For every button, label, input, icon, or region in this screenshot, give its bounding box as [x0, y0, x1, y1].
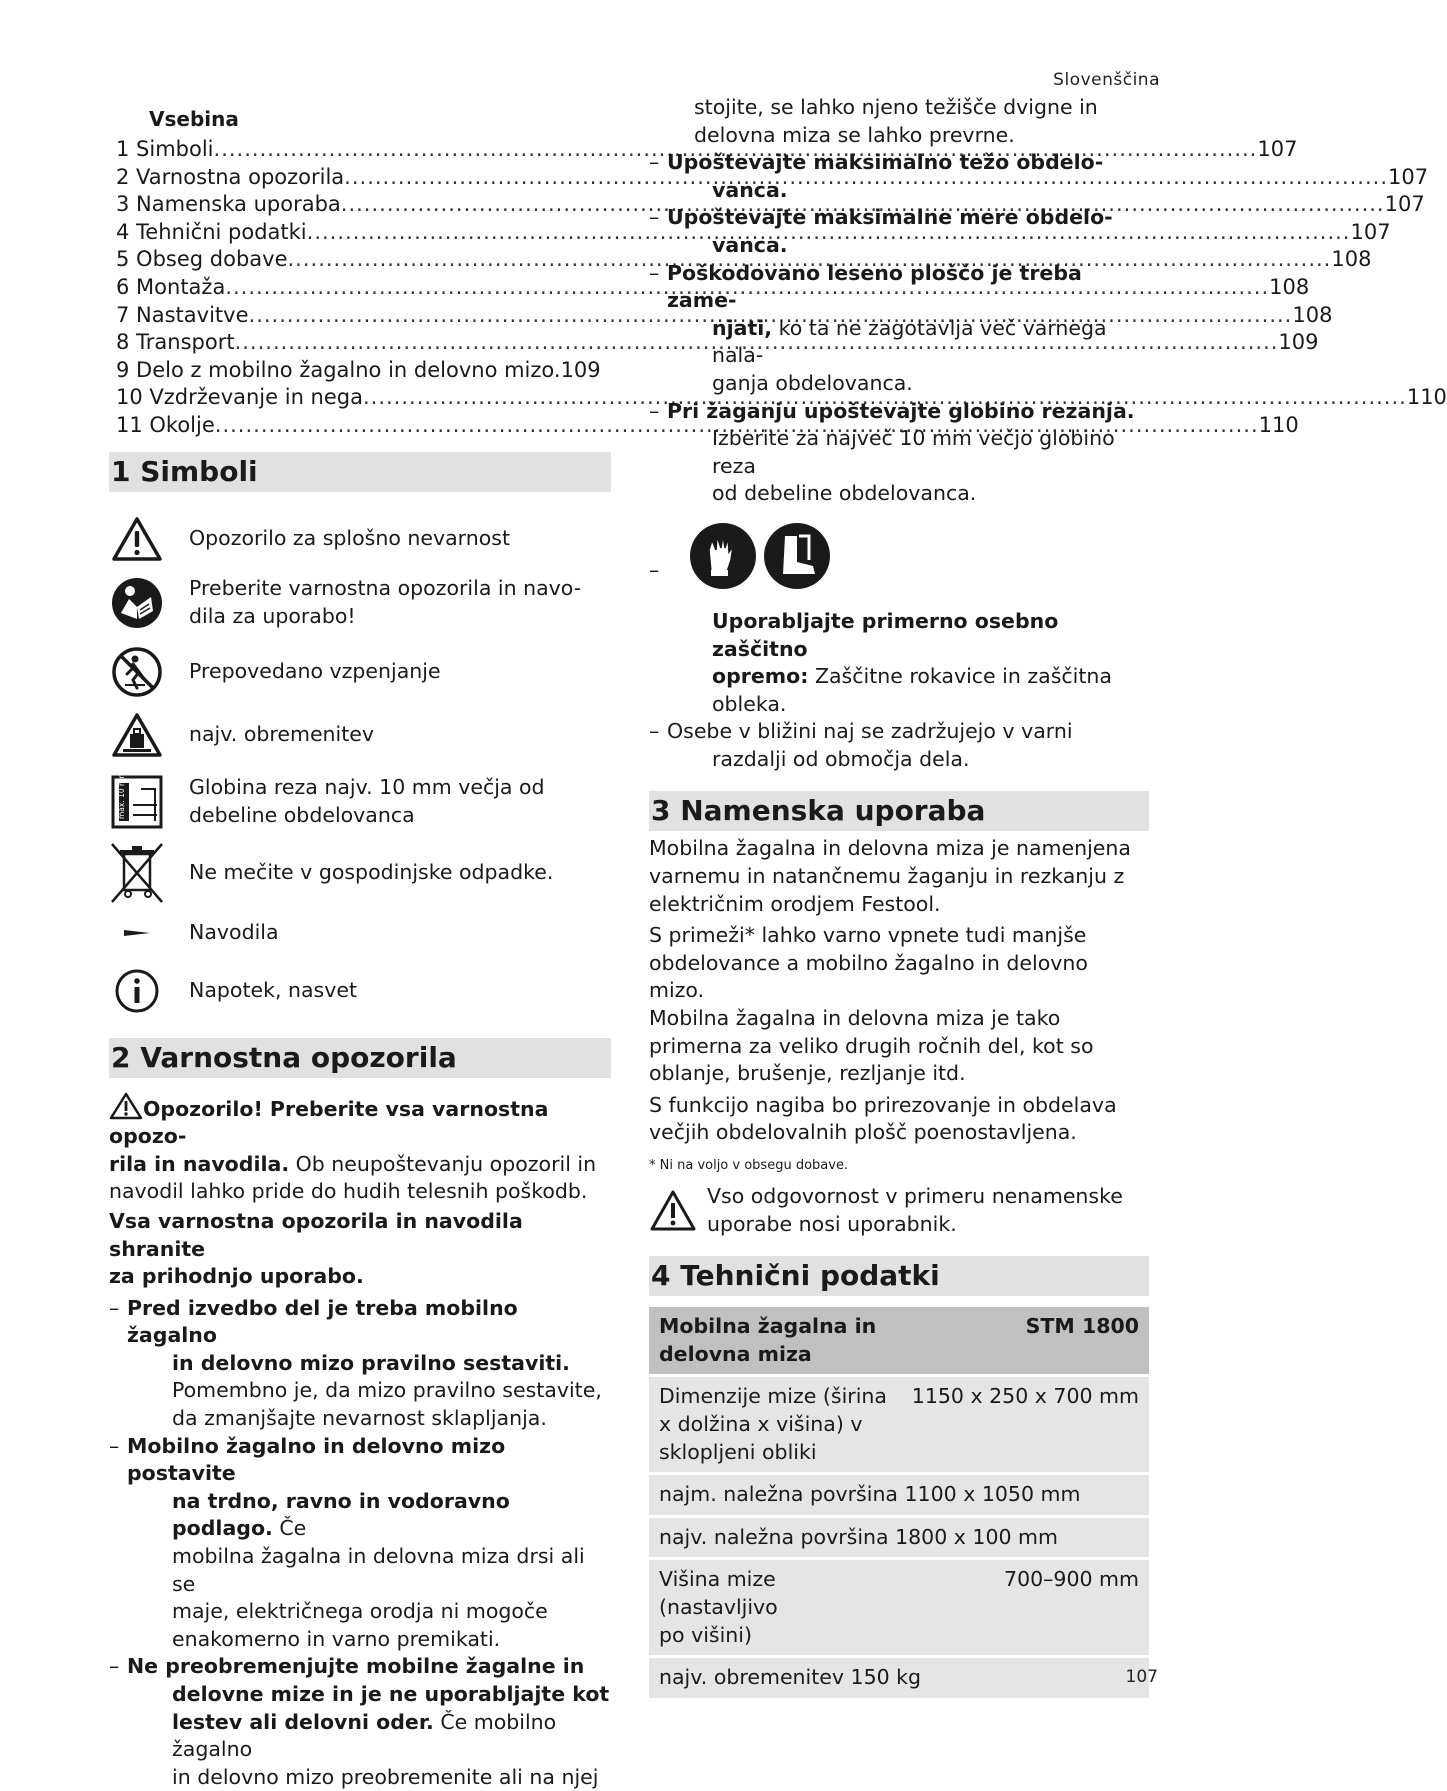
misuse-warning: Vso odgovornost v primeru nenamenske uporabe nosi uporabnik.: [649, 1183, 1149, 1238]
toc-title: Vsebina: [149, 107, 239, 131]
symbol-row: Opozorilo za splošno nevarnost: [109, 510, 611, 568]
intended-use-paragraph: S funkcijo nagiba bo prirezovanje in obdelava večjih obdelovalnih plošč poenostavljena.: [649, 1092, 1117, 1145]
safety-item-depth: – Pri žaganju upoštevajte globino rezanja. Izberite za največ 10 mm večjo globino reza od debeline obdelovanca.: [649, 398, 1135, 506]
symbol-text: Preberite varnostna opozorila in navo- dila za uporabo!: [189, 576, 582, 628]
symbol-row: Navodila: [109, 906, 611, 960]
table-header-row: Mobilna žagalna in delovna miza STM 1800: [649, 1307, 1149, 1374]
protective-boots-icon: [763, 522, 831, 590]
tech-data-table: [649, 1304, 1149, 1701]
no-climbing-icon: [109, 644, 165, 700]
toc-item[interactable]: 10 Vzdrževanje in nega ..... 110: [116, 384, 598, 412]
symbol-row: Napotek, nasvet: [109, 964, 611, 1018]
ppe-icons-row: –: [649, 514, 1149, 608]
section-heading-intended-use: 3 Namenska uporaba: [649, 791, 1149, 831]
max-load-icon: [109, 707, 165, 763]
intended-use-paragraph: Mobilna žagalna in delovna miza je namenjena varnemu in natančnemu žaganju in rezkanju z električnim orodjem Festool.: [649, 836, 1131, 916]
table-row: najm. naležna površina 1100 x 1050 mm: [649, 1475, 1149, 1515]
protective-gloves-icon: [689, 522, 757, 590]
safety-warning-paragraph: Opozorilo! Preberite vsa varnostna opozo- rila in navodila. Ob neupoštevanju opozoril in navodil lahko pride do hudih telesnih poškodb.: [109, 1092, 611, 1206]
safety-item-surface: – Mobilno žagalno in delovno mizo postavite na trdno, ravno in vodoravno podlago. Če mobilna žagalna in delovna miza drsi ali se maje, električnega orodja ni mogoče enakomerno in varno premikati.: [109, 1433, 585, 1651]
safety-item-overload: – Ne preobremenjujte mobilne žagalne in delovne mize in je ne uporabljajte kot lestev ali delovni oder. Če mobilno žagalno in delovno mizo preobremenite ali na njej: [109, 1654, 610, 1789]
section-heading-safety: 2 Varnostna opozorila: [109, 1038, 611, 1078]
toc-item[interactable]: 6 Montaža ..... 108: [116, 274, 598, 302]
symbol-row: [109, 770, 611, 834]
table-row: najv. obremenitev 150 kg: [649, 1658, 1149, 1698]
svg-text:max. 10 mm: max. 10 mm: [117, 770, 126, 819]
table-row: Dimenzije mize (širina x dolžina x višina) v skloplјeni obliki 1150 x 250 x 700 mm: [649, 1377, 1149, 1472]
table-row: Višina mize (nastavljivo po višini) 700–900 mm: [649, 1560, 1149, 1655]
toc-item[interactable]: 4 Tehnični podatki ..... 107: [116, 219, 598, 247]
footnote: * Ni na voljo v obsegu dobave.: [649, 1158, 849, 1173]
intended-use-paragraph: S primeži* lahko varno vpnete tudi manjše obdelovance a mobilno žagalno in delovno mizo. Mobilna žagalna in delovna miza je tako primerna za veliko drugih ročnih del, kot so oblanje, brušenje, rezljanje itd.: [649, 923, 1094, 1086]
toc-item[interactable]: 9 Delo z mobilno žagalno in delovno mizo. 109: [116, 357, 601, 382]
safety-item-damaged-board: – Poškodovano leseno ploščo je treba zame- njati, ko ta ne zagotavlja več varnega nala- ganja obdelovanca.: [649, 260, 1107, 395]
cutting-depth-icon: [109, 770, 165, 830]
page-number: 107: [1125, 1667, 1158, 1687]
toc-item[interactable]: 3 Namenska uporaba ..... 107: [116, 191, 598, 219]
warning-triangle-icon: [649, 1189, 697, 1233]
toc-item[interactable]: 2 Varnostna opozorila ..... 107: [116, 164, 598, 192]
safety-item-assemble: – Pred izvedbo del je treba mobilno žagalno in delovno mizo pravilno sestaviti. Pomembno je, da mizo pravilno sestavite, da zmanjšajte nevarnost sklapljanja.: [109, 1295, 602, 1431]
keep-instructions-text: Vsa varnostna opozorila in navodila shranite za prihodnjo uporabo.: [109, 1208, 523, 1289]
toc-item[interactable]: 7 Nastavitve ..... 108: [116, 302, 598, 330]
language-label: Slovenščina: [1053, 70, 1160, 90]
info-icon: [109, 963, 165, 1019]
symbol-row: [109, 570, 611, 636]
warning-triangle-icon: [109, 511, 165, 567]
section-heading-tech-data: 4 Tehnični podatki: [649, 1256, 1149, 1296]
warning-triangle-icon: [109, 1092, 143, 1120]
right-column: [649, 94, 1149, 1701]
toc-item[interactable]: 8 Transport ..... 109: [116, 329, 598, 357]
section-heading-symbols: 1 Simboli: [109, 452, 611, 492]
table-row: najv. naležna površina 1800 x 100 mm: [649, 1518, 1149, 1558]
safety-item-max-dims: – Upoštevajte maksimalne mere obdelo- vanca.: [649, 205, 1113, 257]
safety-item-max-weight: – Upoštevajte maksimalno težo obdelo- vanca.: [649, 150, 1104, 202]
toc-item[interactable]: 11 Okolje ..... 110: [116, 412, 598, 440]
symbol-text: Globina reza najv. 10 mm večja od debeline obdelovanca: [189, 775, 545, 827]
no-household-waste-icon: [109, 845, 165, 901]
toc-item[interactable]: 1 Simboli ..... 107: [116, 136, 598, 164]
safety-item-bystanders: – Osebe v bližini naj se zadržujejo v varni razdalji od območja dela.: [649, 719, 1073, 771]
safety-content: [109, 1092, 611, 1791]
symbol-row: najv. obremenitev: [109, 704, 611, 766]
symbol-row: Prepovedano vzpenjanje: [109, 642, 611, 702]
symbol-row: Ne mečite v gospodinjske odpadke.: [109, 840, 611, 906]
read-manual-icon: [109, 575, 165, 631]
safety-item-ppe: Uporabljajte primerno osebno zaščitno opremo: Zaščitne rokavice in zaščitna obleka.: [712, 608, 1112, 716]
symbol-list: [109, 510, 611, 1018]
toc-item[interactable]: 5 Obseg dobave ..... 108: [116, 246, 598, 274]
overload-continuation: stojite, se lahko njeno težišče dvigne in delovna miza se lahko prevrne.: [694, 95, 1098, 147]
instruction-arrow-icon: [109, 905, 165, 961]
